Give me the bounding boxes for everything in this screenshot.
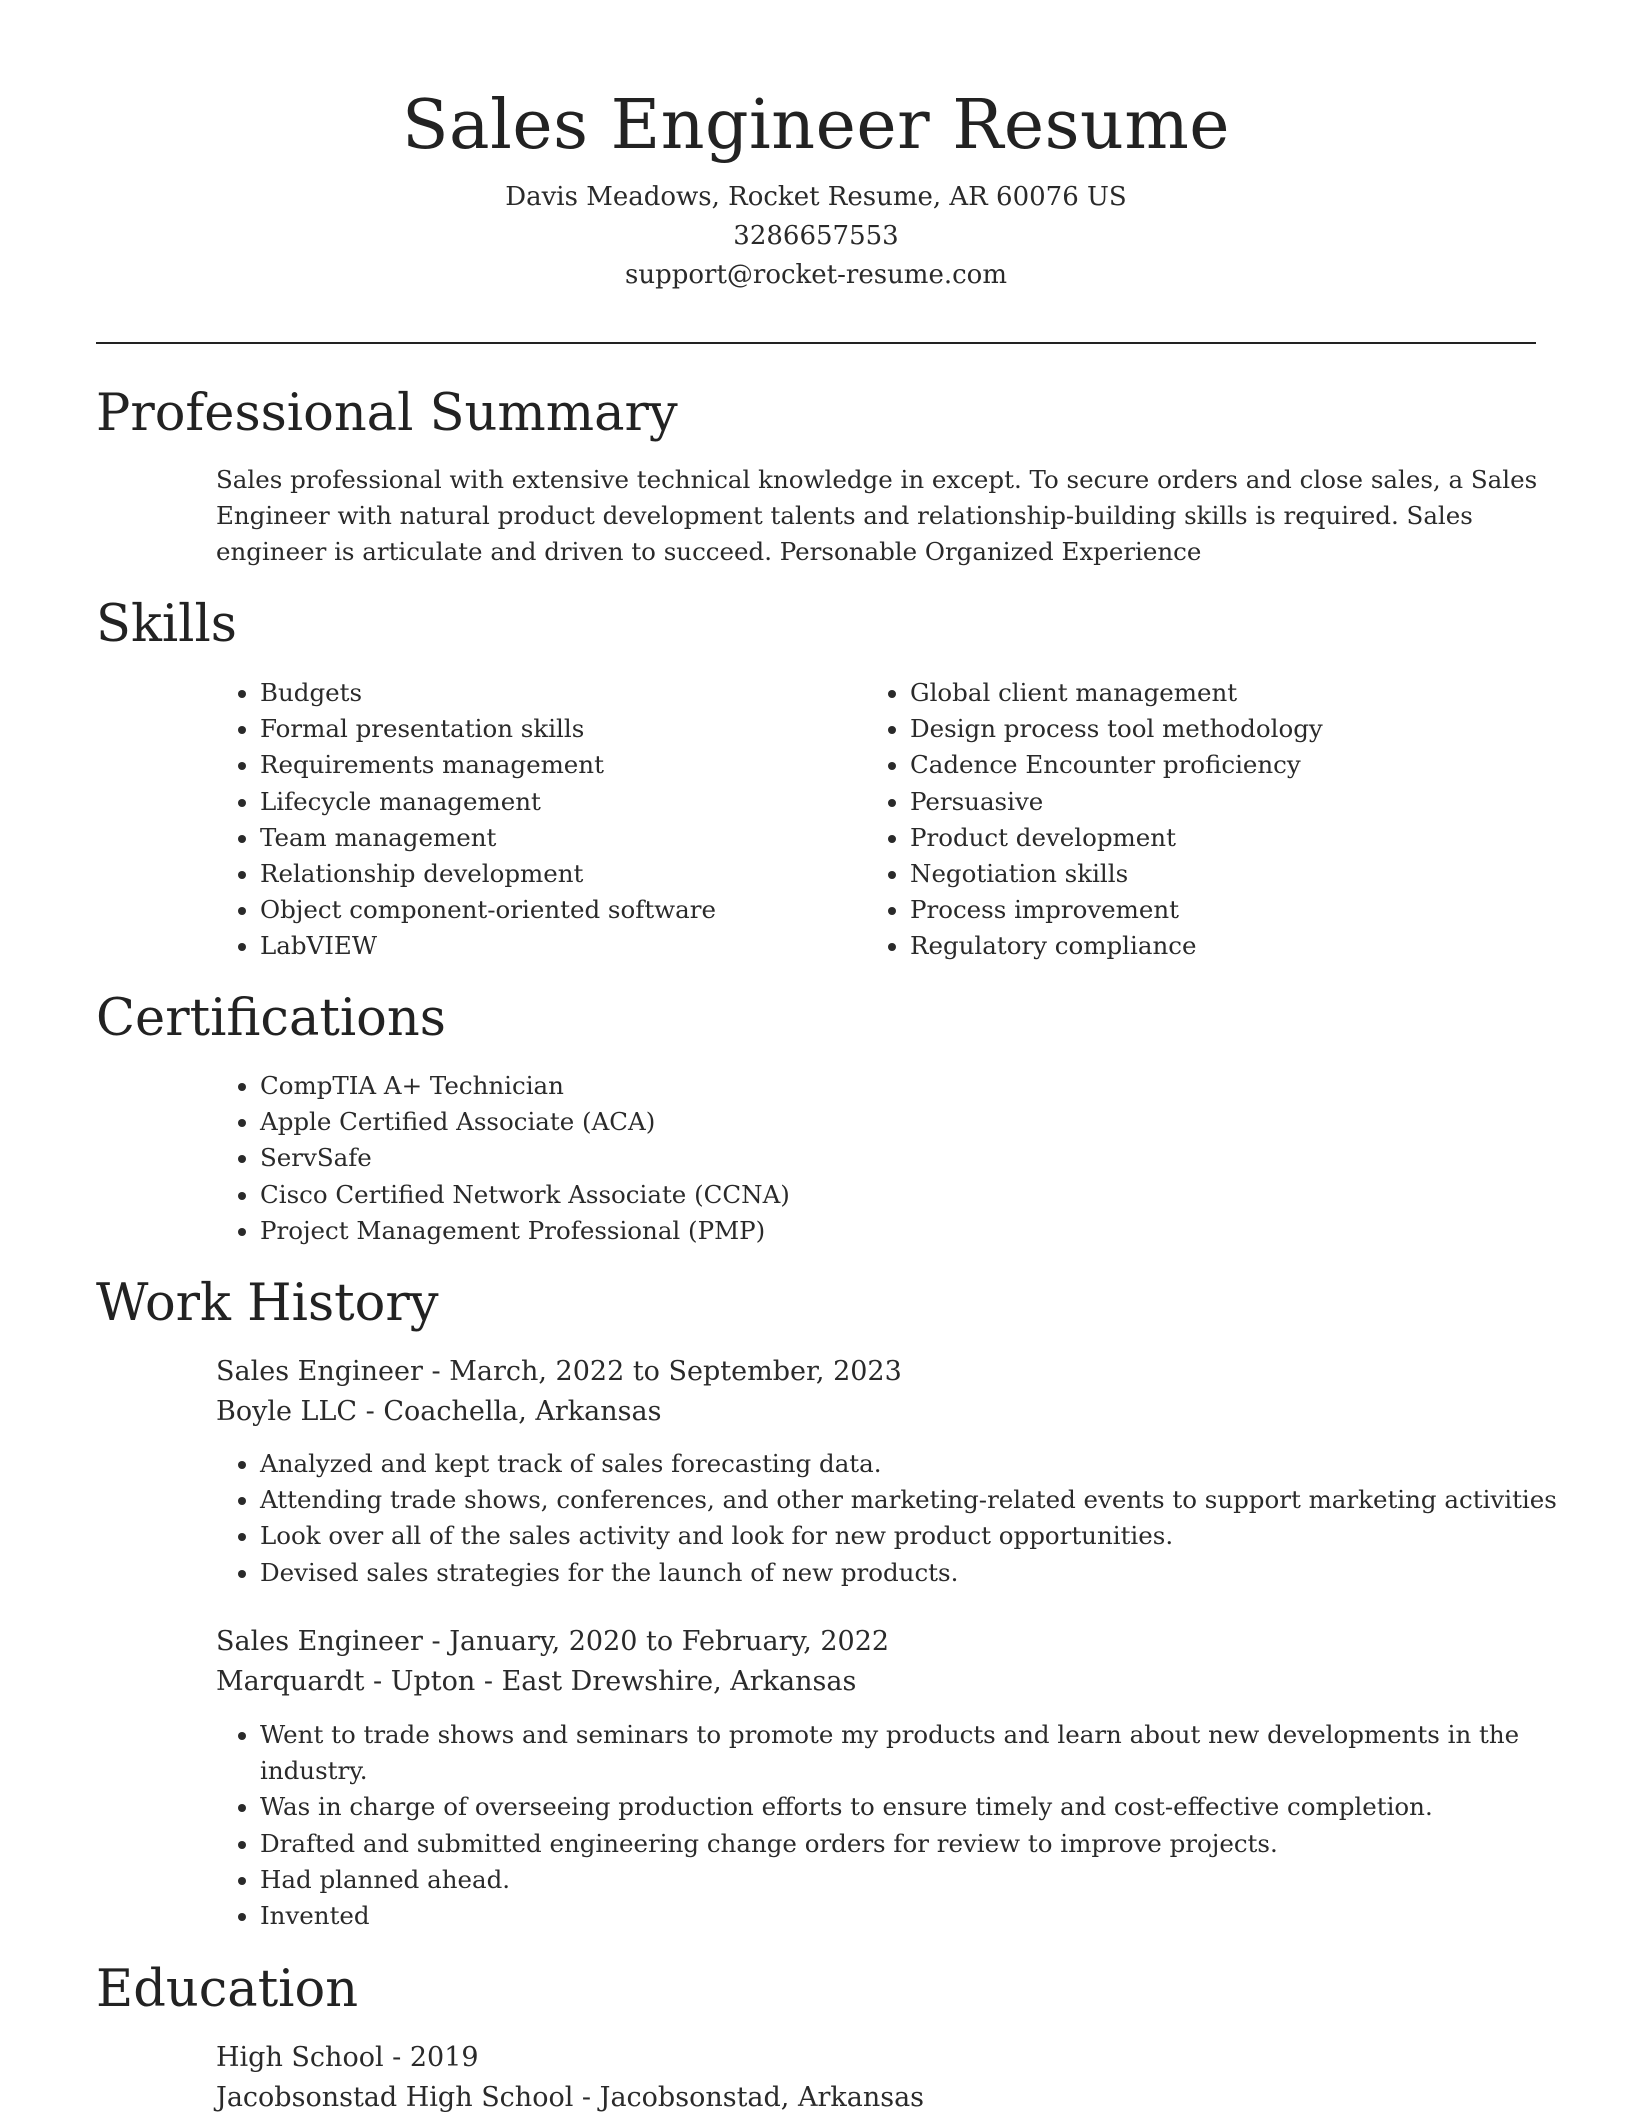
- job-title-dates: Sales Engineer - January, 2020 to February, 2022: [216, 1626, 890, 1657]
- job-duty-item: • Had planned ahead.: [260, 1862, 1530, 1898]
- skills-heading: Skills: [96, 595, 237, 654]
- skill-item: • Cadence Encounter proficiency: [910, 747, 1570, 783]
- job-duty-item: • Devised sales strategies for the launch of new products.: [260, 1555, 1590, 1591]
- job-company-location: Marquardt - Upton - East Drewshire, Arkansas: [216, 1666, 857, 1697]
- job-duty-item: • Drafted and submitted engineering change orders for review to improve projects.: [260, 1826, 1530, 1862]
- contact-address: Davis Meadows, Rocket Resume, AR 60076 US: [505, 182, 1127, 212]
- job-duty-item: • Invented: [260, 1898, 1530, 1934]
- skill-item: • Team management: [260, 820, 860, 856]
- header-divider: [96, 342, 1536, 344]
- education-school-location: Jacobsonstad High School - Jacobsonstad, Arkansas: [216, 2082, 925, 2113]
- certifications-list: [216, 1068, 1560, 1249]
- job-duty-item: • Analyzed and kept track of sales forecasting data.: [260, 1446, 1590, 1482]
- skill-item: • Budgets: [260, 675, 860, 711]
- resume-title: Sales Engineer Resume: [401, 86, 1231, 165]
- job-duty-item: • Look over all of the sales activity and look for new product opportunities.: [260, 1518, 1590, 1554]
- skill-item: • Requirements management: [260, 747, 860, 783]
- job-duty-item: • Was in charge of overseeing production efforts to ensure timely and cost-effective completion.: [260, 1789, 1530, 1825]
- skill-item: • Lifecycle management: [260, 784, 860, 820]
- certifications-heading: Certifications: [96, 989, 446, 1048]
- skill-item: • Persuasive: [910, 784, 1570, 820]
- skill-item: • Product development: [910, 820, 1570, 856]
- education-degree-year: High School - 2019: [216, 2042, 479, 2073]
- job-duties-list: [216, 1717, 1530, 1934]
- job-duty-item: • Went to trade shows and seminars to promote my products and learn about new developments in the industry.: [260, 1717, 1530, 1789]
- work-history-heading: Work History: [96, 1274, 439, 1333]
- summary-heading: Professional Summary: [96, 384, 678, 443]
- certification-item: • CompTIA A+ Technician: [260, 1068, 1560, 1104]
- certification-item: • Project Management Professional (PMP): [260, 1213, 1560, 1249]
- education-heading: Education: [96, 1960, 359, 2019]
- certification-item: • Apple Certified Associate (ACA): [260, 1104, 1560, 1140]
- resume-header: [0, 78, 1632, 295]
- skill-item: • Formal presentation skills: [260, 711, 860, 747]
- skill-item: • Object component-oriented software: [260, 892, 860, 928]
- skill-item: • Global client management: [910, 675, 1570, 711]
- job-duties-list: [216, 1446, 1590, 1591]
- skills-list-right: [866, 675, 1570, 965]
- certification-item: • ServSafe: [260, 1140, 1560, 1176]
- job-duty-item: • Attending trade shows, conferences, and other marketing-related events to support marketing activities: [260, 1482, 1590, 1518]
- skill-item: • Regulatory compliance: [910, 928, 1570, 964]
- skill-item: • Negotiation skills: [910, 856, 1570, 892]
- contact-email: support@rocket-resume.com: [624, 260, 1007, 290]
- skills-list-left: [216, 675, 860, 965]
- skill-item: • Design process tool methodology: [910, 711, 1570, 747]
- summary-text: Sales professional with extensive technical knowledge in except. To secure orders and close sales, a Sales Engineer with natural product development talents and relationship-building skills is required. Sales engineer is articulate and driven to succeed. Personable Organized Experience: [216, 465, 1538, 566]
- job-title-dates: Sales Engineer - March, 2022 to September, 2023: [216, 1356, 902, 1387]
- skill-item: • Process improvement: [910, 892, 1570, 928]
- skill-item: • Relationship development: [260, 856, 860, 892]
- skill-item: • LabVIEW: [260, 928, 860, 964]
- certification-item: • Cisco Certified Network Associate (CCNA): [260, 1177, 1560, 1213]
- contact-phone: 3286657553: [733, 221, 899, 251]
- job-company-location: Boyle LLC - Coachella, Arkansas: [216, 1396, 662, 1427]
